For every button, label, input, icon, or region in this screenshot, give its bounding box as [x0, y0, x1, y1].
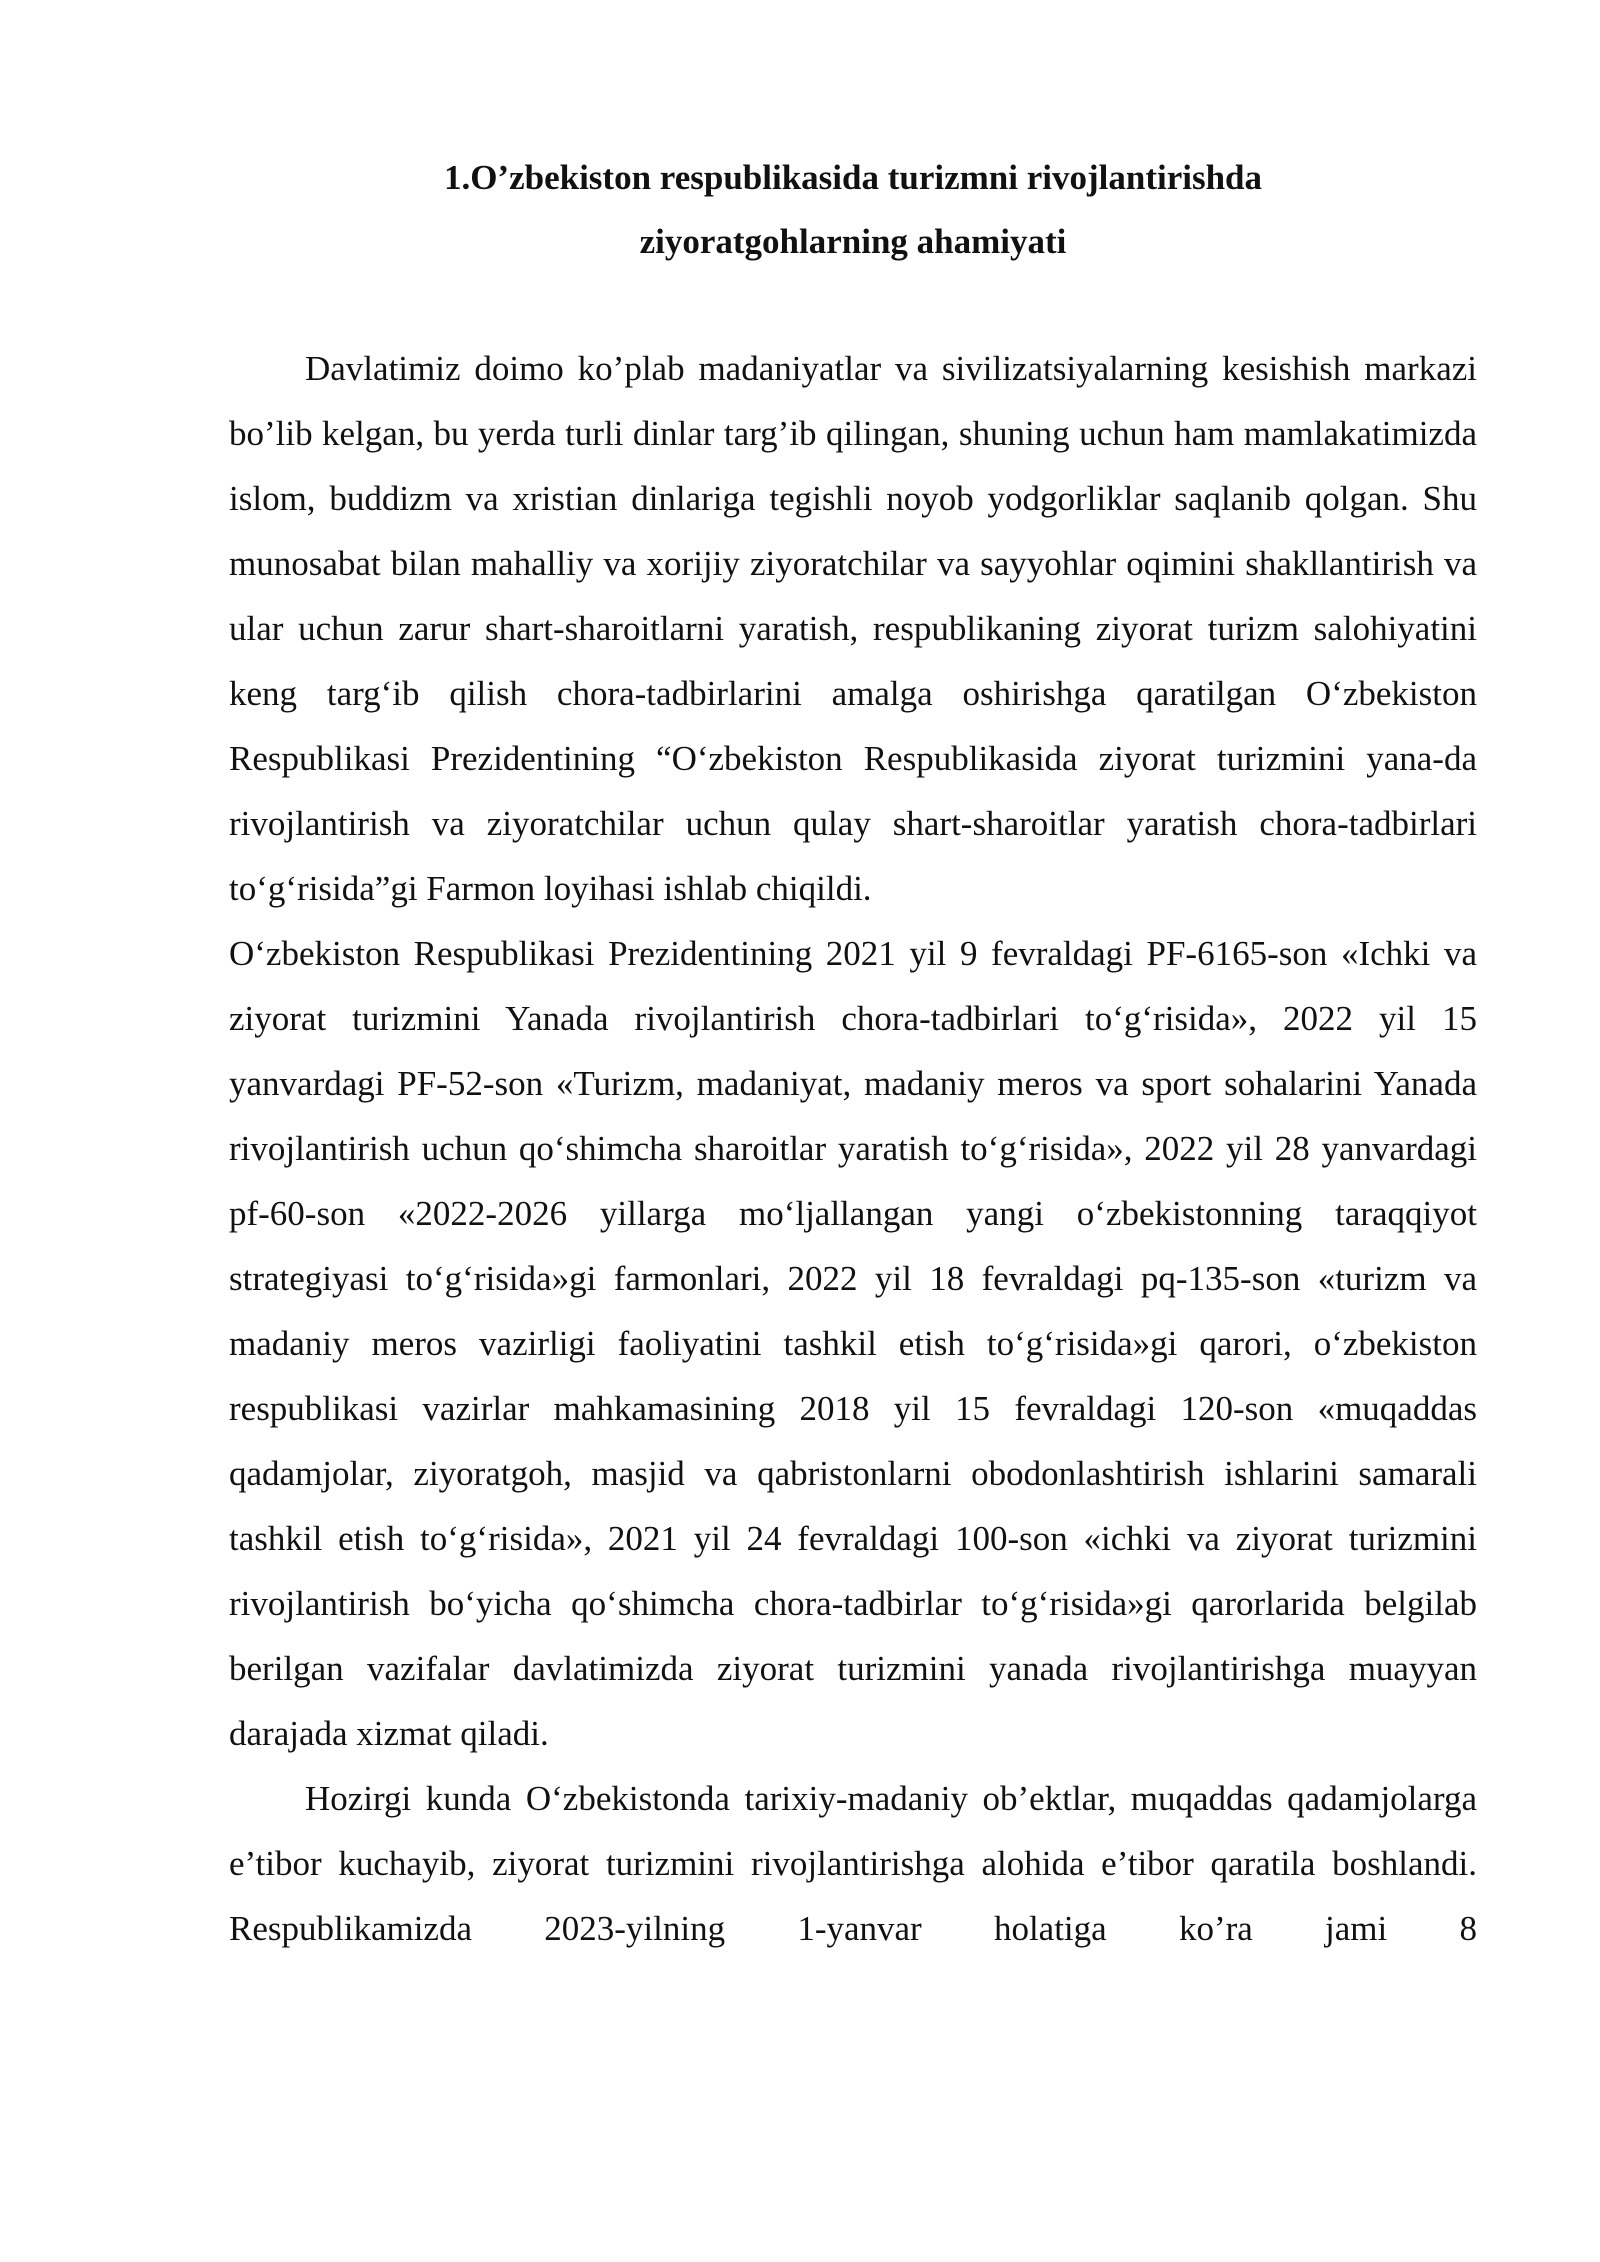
paragraph-legal-acts: O‘zbekiston Respublikasi Prezidentining 2021 yil 9 fevraldagi PF-6165-son «Ichki va ziyorat turizmini Yanada rivojlantirish chora-tadbirlari to‘g‘risida», 2022 yil 15 yanvardagi PF-52-son «Turizm, madaniyat, madaniy meros va sport sohalarini Yanada rivojlantirish uchun qo‘shimcha sharoitlar yaratish to‘g‘risida», 2022 yil 28 yanvardagi pf-60-son «2022-2026 yillarga mo‘ljallangan yangi o‘zbekistonning taraqqiyot strategiyasi to‘g‘risida»gi farmonlari, 2022 yil 18 fevraldagi pq-135-son «turizm va madaniy meros vazirligi faoliyatini tashkil etish to‘g‘risida»gi qarori, o‘zbekiston respublikasi vazirlar mahkamasining 2018 yil 15 fevraldagi 120-son «muqaddas qadamjolar, ziyoratgoh, masjid va qabristonlarni obodonlashtirish ishlarini samarali tashkil etish to‘g‘risida», 2021 yil 24 fevraldagi 100-son «ichki va ziyorat turizmini rivojlantirish bo‘yicha qo‘shimcha chora-tadbirlar to‘g‘risida»gi qarorlarida belgilab berilgan vazifalar davlatimizda ziyorat turizmini yanada rivojlantirishga muayyan darajada xizmat qiladi. [229, 934, 1477, 1753]
section-title-line-2: ziyoratgohlarning ahamiyati [639, 222, 1067, 261]
paragraph-current-state: Hozirgi kunda O‘zbekistonda tarixiy-madaniy ob’ektlar, muqaddas qadamjolarga e’tibor kuchayib, ziyorat turizmini rivojlantirishga alohida e’tibor qaratila boshlandi. Respublikamizda 2023-yilning 1-yanvar holatiga ko’ra jami 8 [229, 1779, 1477, 1948]
section-title [229, 146, 1477, 274]
document-body [229, 336, 1477, 1961]
section-title-line-1: 1.O’zbekiston respublikasida turizmni rivojlantirishda [443, 158, 1263, 197]
paragraph-intro: Davlatimiz doimo ko’plab madaniyatlar va sivilizatsiyalarning kesishish markazi bo’lib kelgan, bu yerda turli dinlar targ’ib qilingan, shuning uchun ham mamlakatimizda islom, buddizm va xristian dinlariga tegishli noyob yodgorliklar saqlanib qolgan. Shu munosabat bilan mahalliy va xorijiy ziyoratchilar va sayyohlar oqimini shakllantirish va ular uchun zarur shart-sharoitlarni yaratish, respublikaning ziyorat turizm salohiyatini keng targ‘ib qilish chora-tadbirlarini amalga oshirishga qaratilgan O‘zbekiston Respublikasi Prezidentining “O‘zbekiston Respublikasida ziyorat turizmini yana-da rivojlantirish va ziyoratchilar uchun qulay shart-sharoitlar yaratish chora-tadbirlari to‘g‘risida”gi Farmon loyihasi ishlab chiqildi. [229, 349, 1477, 908]
